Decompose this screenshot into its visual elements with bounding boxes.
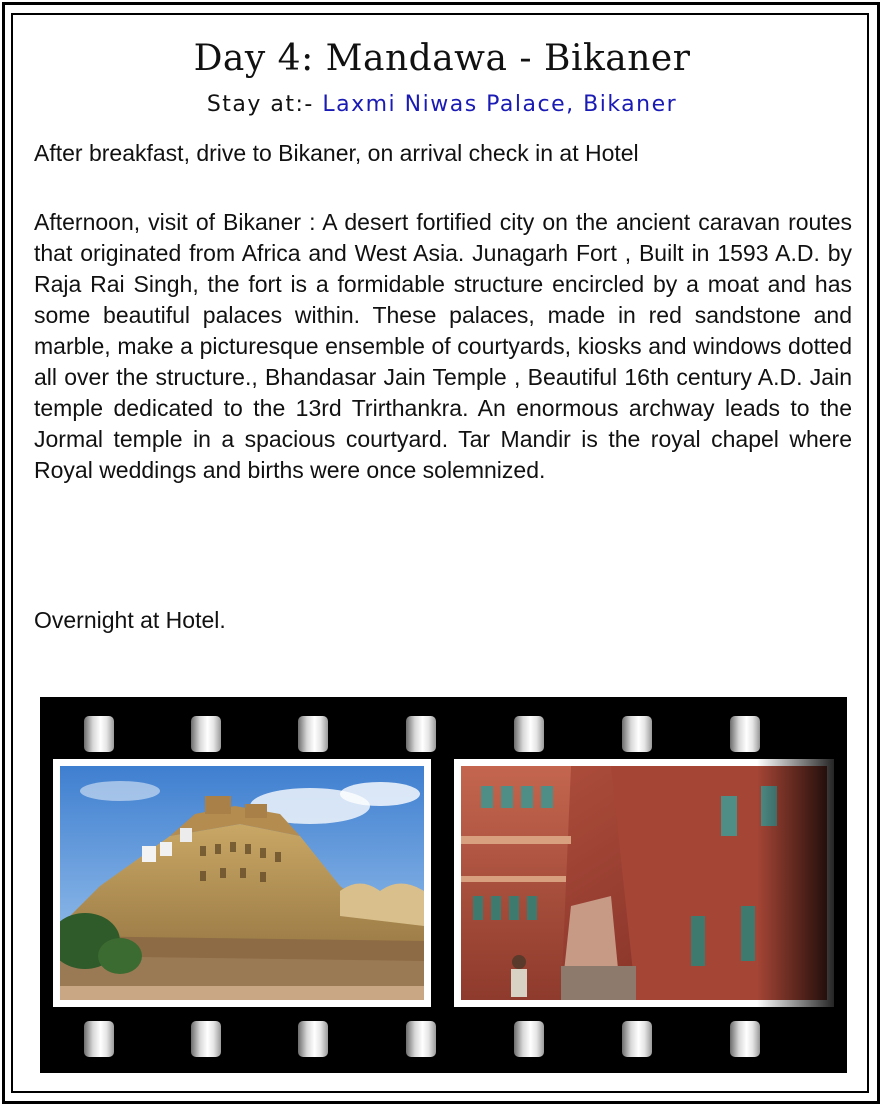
overnight-text: Overnight at Hotel. <box>34 607 226 633</box>
stay-label: Stay at:- <box>206 92 314 117</box>
sprocket-hole <box>514 1021 544 1057</box>
sprocket-hole <box>514 716 544 752</box>
intro-text: After breakfast, drive to Bikaner, on arrival check in at Hotel <box>34 140 639 166</box>
hotel-name: Laxmi Niwas Palace, Bikaner <box>322 92 678 117</box>
photo-frame-fort <box>53 759 431 1007</box>
sprocket-hole <box>406 1021 436 1057</box>
sprocket-hole <box>622 1021 652 1057</box>
fort-photo <box>60 766 424 1000</box>
stay-line <box>0 92 884 117</box>
filmstrip-fade <box>757 697 847 1073</box>
sprocket-hole <box>84 716 114 752</box>
page-title: Day 4: Mandawa - Bikaner <box>193 38 691 79</box>
sprocket-hole <box>298 1021 328 1057</box>
sprocket-hole <box>622 716 652 752</box>
sprocket-hole <box>191 716 221 752</box>
sprocket-hole <box>84 1021 114 1057</box>
filmstrip <box>40 697 847 1073</box>
sprocket-hole <box>730 716 760 752</box>
sprocket-hole <box>730 1021 760 1057</box>
sprocket-hole <box>191 1021 221 1057</box>
sprocket-hole <box>298 716 328 752</box>
afternoon-paragraph: Afternoon, visit of Bikaner : A desert fortified city on the ancient caravan routes that originated from Africa and West Asia. Junagarh Fort , Built in 1593 A.D. by Raja Rai Singh, the fort is a formidable structure encircled by a moat and has some beautiful palaces within. These palaces, made in red sandstone and marble, make a picturesque ensemble of courtyards, kiosks and windows dotted all over the structure., Bhandasar Jain Temple , Beautiful 16th century A.D. Jain temple dedicated to the 13rd Trirthankra. An enormous archway leads to the Jormal temple in a spacious courtyard. Tar Mandir is the royal chapel where Royal weddings and births were once solemnized. <box>34 209 852 483</box>
sprocket-hole <box>406 716 436 752</box>
